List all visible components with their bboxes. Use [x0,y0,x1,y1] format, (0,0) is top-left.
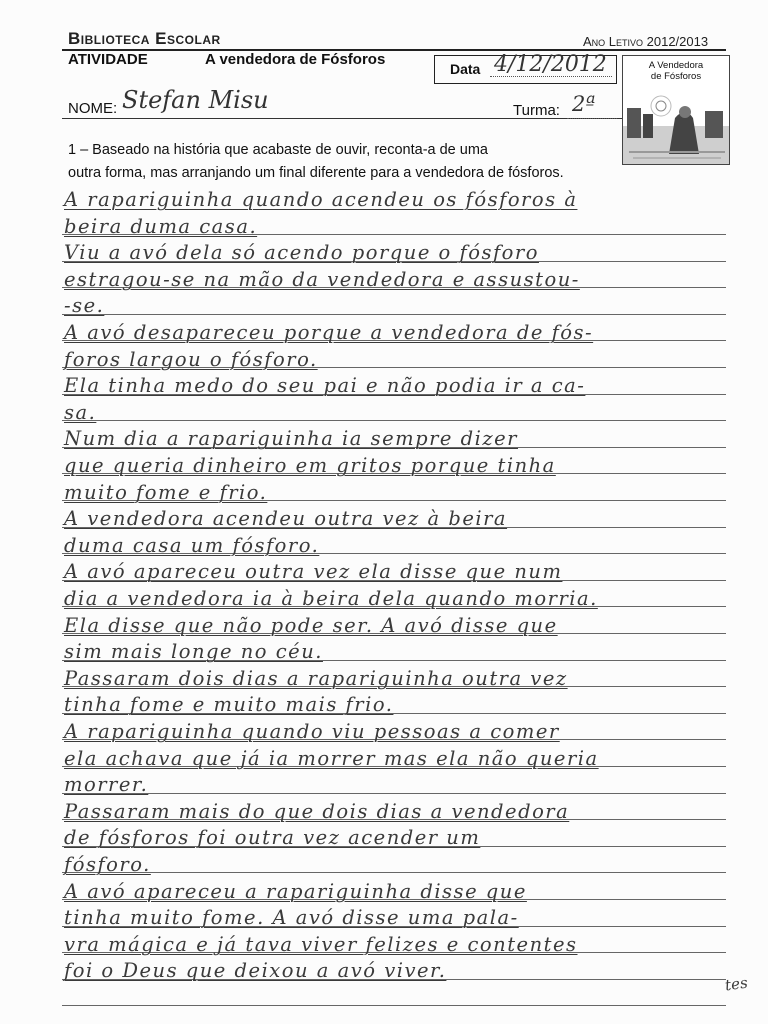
story-title: A vendedora de Fósforos [205,51,386,68]
class-label: Turma: [513,102,560,119]
handwritten-line: ela achava que já ia morrer mas ela não queria [64,746,599,770]
handwritten-line: fósforo. [64,853,151,876]
margin-note: tes [723,973,749,995]
handwritten-line: A rapariguinha quando viu pessoas a comer [64,720,560,743]
ruled-line [62,793,726,794]
handwritten-line: Ela tinha medo do seu pai e não podia ir a ca- [64,374,586,398]
handwritten-line: dia a vendedora ia à beira dela quando morria. [64,587,598,610]
handwritten-line: A rapariguinha quando acendeu os fósforos à [64,188,578,211]
handwritten-line: estragou-se na mão da vendedora e assustou- [64,267,580,291]
handwritten-line: sa. [64,400,97,424]
handwritten-line: tinha fome e muito mais frio. [64,693,394,717]
handwritten-line: duma casa um fósforo. [64,533,320,557]
handwritten-line: Ela disse que não pode ser. A avó disse que [64,613,558,637]
header-rule [62,49,726,51]
date-value: 4/12/2012 [494,52,607,77]
question-line-1: 1 – Baseado na história que acabaste de ouvir, reconta-a de uma [68,142,488,158]
library-title: Biblioteca Escolar [68,29,221,48]
class-dotted-line [567,118,617,119]
handwritten-line: A vendedora acendeu outra vez à beira [64,507,508,531]
handwritten-line: -se. [64,294,105,318]
handwritten-line: Viu a avó dela só acendo porque o fósforo [64,241,539,265]
ruled-line [62,314,726,315]
handwritten-line: A avó desapareceu porque a vendedora de fós- [64,321,594,344]
handwritten-line: morrer. [64,773,149,797]
handwritten-line: muito fome e frio. [64,480,268,504]
book-cover-title: A Vendedora de Fósforos [648,60,704,82]
handwritten-line: Num dia a rapariguinha ia sempre dizer [64,427,519,451]
handwritten-line: Passaram mais do que dois dias a vendedora [64,799,570,823]
handwritten-line: foros largou o fósforo. [64,347,318,371]
handwritten-line: vra mágica e já tava viver felizes e contentes [64,932,578,956]
handwritten-line: beira duma casa. [64,214,258,238]
ruled-line [62,420,726,421]
handwritten-line: sim mais longe no céu. [64,640,323,664]
handwritten-line: que queria dinheiro em gritos porque tinha [64,454,556,477]
name-label: NOME: [68,100,118,117]
handwritten-line: A avó apareceu outra vez ela disse que num [64,560,563,584]
name-value: Stefan Misu [122,86,269,114]
question-text [68,139,688,185]
activity-label: ATIVIDADE [68,51,148,68]
handwritten-line: foi o Deus que deixou a avó viver. [64,959,447,983]
handwritten-line: A avó apareceu a rapariguinha disse que [64,879,527,903]
ruled-line [62,1005,726,1006]
handwritten-line: de fósforos foi outra vez acender um [64,826,481,850]
ruled-line [62,872,726,873]
date-label: Data [450,61,481,77]
question-line-2: outra forma, mas arranjando um final diferente para a vendedora de fósforos. [68,165,564,181]
class-value: 2ª [572,92,596,116]
handwritten-line: tinha muito fome. A avó disse uma pala- [64,906,519,930]
school-year: Ano Letivo 2012/2013 [583,34,709,49]
handwritten-line: Passaram dois dias a rapariguinha outra vez [64,666,568,690]
